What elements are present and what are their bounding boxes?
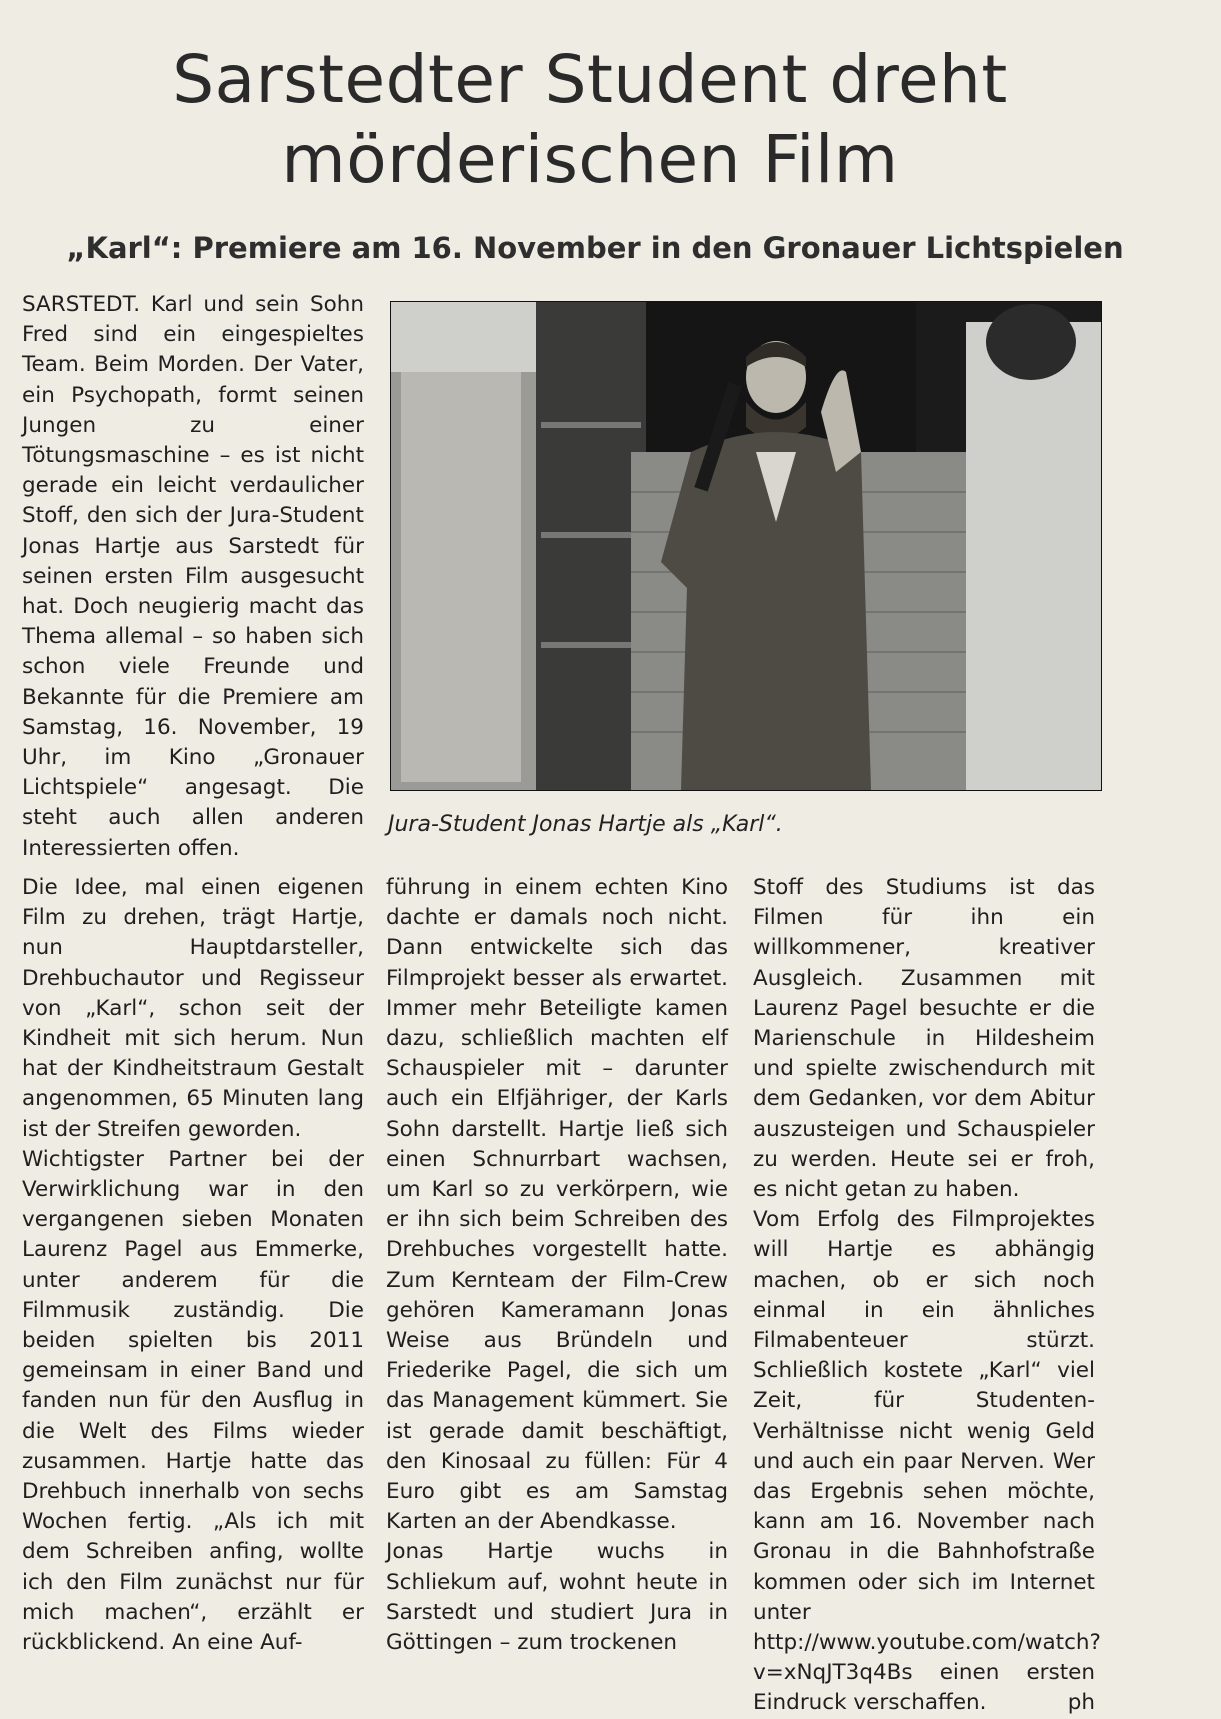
lead-column [22,290,364,864]
column1-paragraph-1: Die Idee, mal einen eigenen Film zu drehen, trägt Hartje, nun Hauptdarsteller, Drehbuchautor und Regisseur von „Karl“, schon seit der Kindheit mit sich herum. Nun hat der Kindheitstraum Gestalt angenommen, 65 Minuten lang ist der Streifen geworden. [22,875,364,1142]
author-signature: ph [1067,1690,1095,1716]
photo-illustration [391,302,1101,790]
column1-paragraph-2: Wichtigster Partner bei der Verwirklichung war in den vergangenen sieben Monaten Laurenz Pagel aus Emmerke, unter anderem für die Filmmusik zuständig. Die beiden spielten bis 2011 gemeinsam in einer Band und fanden nun für den Ausflug in die Welt des Films wieder zusammen. Hartje hatte das Drehbuch innerhalb von sechs Wochen fertig. „Als ich mit dem Schreiben anfing, wollte ich den Film zunächst nur für mich machen“, erzählt er rückblickend. An eine Auf- [22,1146,364,1656]
photo-caption: Jura-Student Jonas Hartje als „Karl“. [388,812,783,837]
column3-paragraph-2 [753,1205,1101,1718]
article-headline [30,40,1150,200]
headline-line-2: mörderischen Film [281,121,899,198]
body-column-1 [22,873,364,1658]
body-column-2 [386,873,728,1658]
article-photo [390,301,1102,791]
headline-line-1: Sarstedter Student dreht [172,41,1008,118]
column2-paragraph-2: Jonas Hartje wuchs in Schliekum auf, wohnt heute in Sarstedt und studiert Jura in Göttingen – zum trockenen [386,1539,728,1656]
body-column-3 [753,873,1101,1719]
article-subheadline: „Karl“: Premiere am 16. November in den Gronauer Lichtspielen [66,231,1124,265]
column3-paragraph-1: Stoff des Studiums ist das Filmen für ihn ein willkommener, kreativer Ausgleich. Zusammen mit Laurenz Pagel besuchte er die Marienschule in Hildesheim und spielte zwischendurch mit dem Gedanken, vor dem Abitur auszusteigen und Schauspieler zu werden. Heute sei er froh, es nicht getan zu haben. [753,875,1095,1203]
lead-paragraph: SARSTEDT. Karl und sein Sohn Fred sind ein eingespieltes Team. Beim Morden. Der Vater, ein Psychopath, formt seinen Jungen zu einer Tötungsmaschine – es ist nicht gerade ein leicht verdaulicher Stoff, den sich der Jura-Student Jonas Hartje aus Sarstedt für seinen ersten Film ausgesucht hat. Doch neugierig macht das Thema allemal – so haben sich schon viele Freunde und Bekannte für die Premiere am Samstag, 16. November, 19 Uhr, im Kino „Gronauer Lichtspiele“ angesagt. Die steht auch allen anderen Interessierten offen. [22,292,364,861]
column3-paragraph-2-text: Vom Erfolg des Filmprojektes will Hartje es abhängig machen, ob er sich noch einmal in ein ähnliches Filmabenteuer stürzt. Schließlich kostete „Karl“ viel Zeit, für Studenten-Verhältnisse nicht wenig Geld und auch ein paar Nerven. Wer das Ergebnis sehen möchte, kann am 16. November nach Gronau in die Bahnhofstraße kommen oder sich im Internet unter http://www.youtube.com/watch?v=xNqJT3q4Bs einen ersten Eindruck verschaffen. [753,1207,1101,1716]
column2-paragraph-1: führung in einem echten Kino dachte er damals noch nicht. Dann entwickelte sich das Filmprojekt besser als erwartet. Immer mehr Beteiligte kamen dazu, schließlich machten elf Schauspieler mit – darunter auch ein Elfjähriger, der Karls Sohn darstellt. Hartje ließ sich einen Schnurrbart wachsen, um Karl so zu verkörpern, wie er ihn sich beim Schreiben des Drehbuches vorgestellt hatte. Zum Kernteam der Film-Crew gehören Kameramann Jonas Weise aus Bründeln und Friederike Pagel, die sich um das Management kümmert. Sie ist gerade damit beschäftigt, den Kinosaal zu füllen: Für 4 Euro gibt es am Samstag Karten an der Abendkasse. [386,875,728,1535]
